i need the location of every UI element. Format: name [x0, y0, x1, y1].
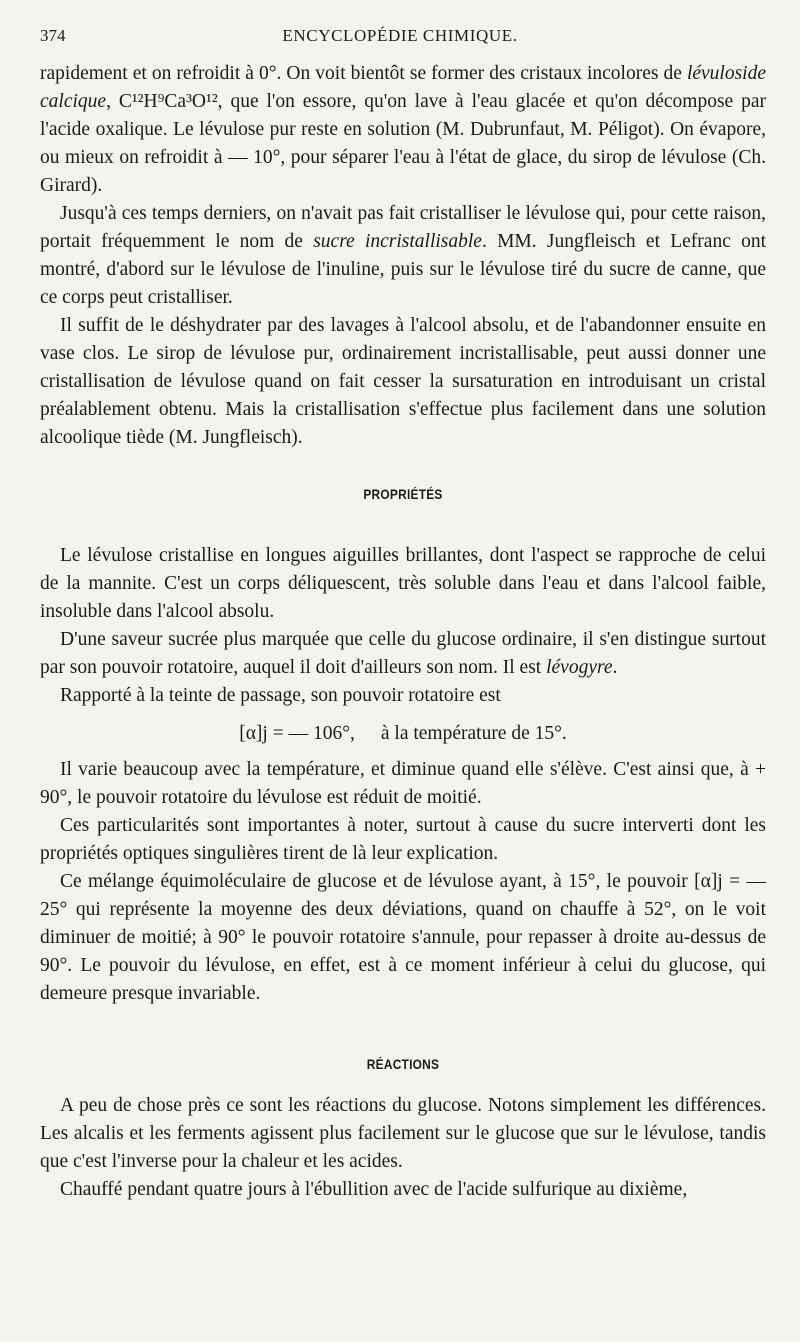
text-run: Il suffit de le déshydrater par des lavages à l'alcool absolu, et de l'abandonner ensuite en vase clos. Le sirop de lévulose pur, ordinairement incristallisable, peut aussi donner une cristallisation de lévulose quand on fait cesser la sursaturation en introduisant un cristal préalablement obtenu. Mais la cristallisation s'effectue plus facilement dans une solution alcoolique tiède (M. Jungfleisch). [40, 315, 766, 448]
italic-term: sucre incristallisable [313, 231, 482, 252]
section-heading-reactions: RÉACTIONS [366, 1056, 440, 1072]
intro-paragraphs [40, 60, 766, 452]
formula-condition: à la température de 15°. [380, 723, 567, 744]
text-run: Rapporté à la teinte de passage, son pouvoir rotatoire est [60, 685, 501, 706]
paragraph [40, 812, 766, 868]
italic-term: lévuloside calcique [40, 63, 766, 112]
paragraph [40, 1176, 766, 1204]
running-title: ENCYCLOPÉDIE CHIMIQUE. [282, 26, 518, 45]
paragraph [40, 682, 766, 710]
text-run: A peu de chose près ce sont les réactions du glucose. Notons simplement les différences. Les alcalis et les ferments agissent plus facilement sur le glucose que sur le lévulose, tandis que c'est l'inverse pour la chaleur et les acides. [40, 1095, 766, 1172]
text-run: rapidement et on refroidit à 0°. On voit bientôt se former des cristaux incolores de [40, 63, 687, 84]
text-run: Jusqu'à ces temps derniers, on n'avait pas fait cristalliser le lévulose qui, pour cette raison, portait fréquemment le nom de [40, 203, 766, 252]
page-header [40, 26, 760, 50]
text-run: Ces particularités sont importantes à noter, surtout à cause du sucre interverti dont les propriétés optiques singulières tirent de là leur explication. [40, 815, 766, 864]
paragraph [40, 200, 766, 312]
text-run: , C¹²H⁹Ca³O¹², que l'on essore, qu'on lave à l'eau glacée et qu'on décompose par l'acide oxalique. Le lévulose pur reste en solution (M. Dubrunfaut, M. Péligot). On évapore, ou mieux on refroidit à — 10°, pour séparer l'eau à l'état de glace, du sirop de lévulose (Ch. Girard). [40, 91, 766, 196]
paragraph [40, 868, 766, 1008]
text-run: . MM. Jungfleisch et Lefranc ont montré, d'abord sur le lévulose de l'inuline, puis sur le lévulose tiré du sucre de canne, que ce corps peut cristalliser. [40, 231, 767, 308]
section-heading-proprietes: PROPRIÉTÉS [363, 486, 443, 502]
paragraph [40, 542, 766, 626]
text-run: Il varie beaucoup avec la température, et diminue quand elle s'élève. C'est ainsi que, à + 90°, le pouvoir rotatoire du lévulose est réduit de moitié. [40, 759, 766, 808]
paragraph [40, 60, 766, 200]
paragraph [40, 312, 766, 452]
text-run: Chauffé pendant quatre jours à l'ébullition avec de l'acide sulfurique au dixième, [60, 1179, 688, 1200]
text-run: . [612, 657, 618, 678]
text-run: D'une saveur sucrée plus marquée que celle du glucose ordinaire, il s'en distingue surtout par son pouvoir rotatoire, auquel il doit d'ailleurs son nom. Il est [40, 629, 766, 678]
italic-term: lévogyre [546, 657, 613, 678]
proprietes-paragraphs [40, 542, 766, 710]
text-run: Le lévulose cristallise en longues aiguilles brillantes, dont l'aspect se rapproche de celui de la mannite. C'est un corps déliquescent, très soluble dans l'eau et dans l'alcool faible, insoluble dans l'alcool absolu. [40, 545, 766, 622]
page-body [40, 60, 766, 1204]
reactions-paragraphs [40, 1092, 766, 1204]
page-number: 374 [40, 26, 66, 45]
paragraph [40, 1092, 766, 1176]
text-run: Ce mélange équimoléculaire de glucose et de lévulose ayant, à 15°, le pouvoir [α]j = — 25° qui représente la moyenne des deux déviations, quand on chauffe à 52°, on le voit diminuer de moitié; à 90° le pouvoir rotatoire s'annule, pour repasser à droite au-dessus de 90°. Le pouvoir du lévulose, en effet, est à ce moment inférieur à celui du glucose, qui demeure presque invariable. [40, 871, 766, 1004]
rotatory-power-formula [40, 720, 766, 748]
formula-expression: [α]j = — 106°, [239, 723, 355, 744]
paragraph [40, 756, 766, 812]
paragraph [40, 626, 766, 682]
proprietes-paragraphs-continued [40, 756, 766, 1008]
